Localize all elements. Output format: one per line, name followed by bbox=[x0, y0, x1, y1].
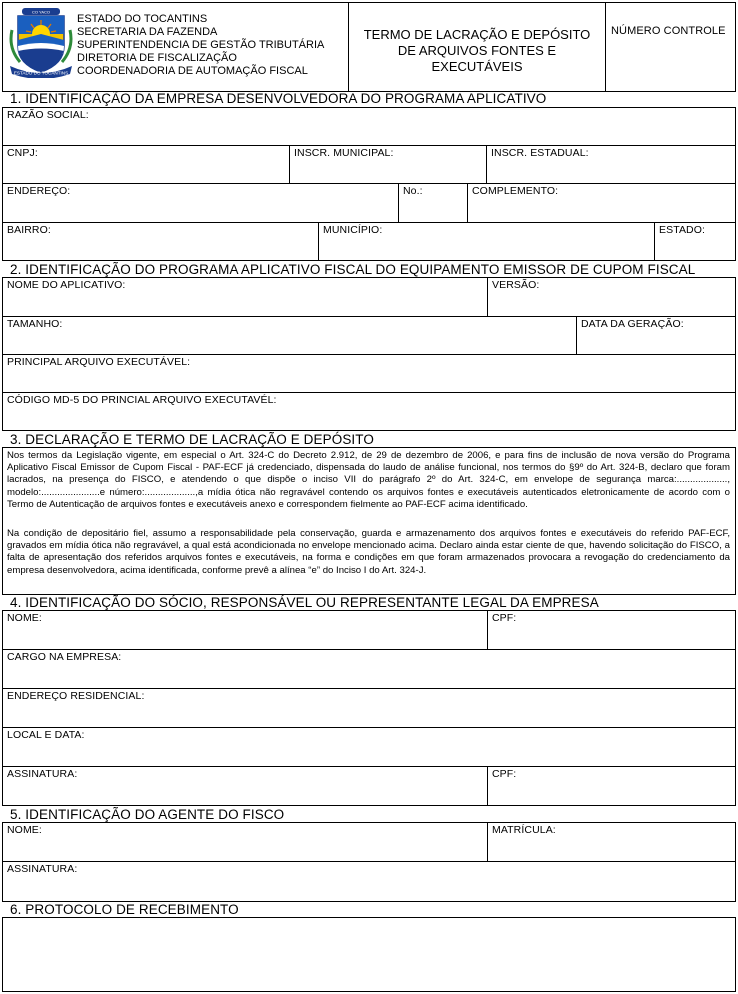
declaration-paragraph-2: Na condição de depositário fiel, assumo a responsabilidade pela conservação, guarda e armazenamento dos arquivos fontes e executáveis do referido PAF-ECF, gravados em mídia ótica não regravável, a qual está acondicionada no envelope mencionado acima. Declaro ainda estar ciente de que, havendo solicitação do FISCO, a falta de apresentação dos referidos arquivos fontes e executáveis, na forma e condições em que foram armazenados provocara a revogação do credenciamento da empresa desenvolvedora, acima identificada, conforme prevê a alínea “e” do Inciso I do Art. 324-J. bbox=[7, 528, 730, 576]
state-seal-logo bbox=[8, 6, 74, 78]
razao-social-field[interactable] bbox=[2, 107, 736, 146]
header-divider-2 bbox=[605, 2, 606, 92]
org-line-3: SUPERINTENDENCIA DE GESTÃO TRIBUTÁRIA bbox=[77, 39, 325, 51]
tamanho-label: TAMANHO: bbox=[7, 318, 63, 330]
socio-cpf2-label: CPF: bbox=[492, 768, 517, 780]
title-line-3: EXECUTÁVEIS bbox=[431, 59, 523, 74]
endereco-label: ENDEREÇO: bbox=[7, 185, 71, 197]
estado-label: ESTADO: bbox=[659, 224, 706, 236]
org-line-4: DIRETORIA DE FISCALIZAÇÃO bbox=[77, 52, 237, 64]
section-5-title: 5. IDENTIFICAÇÃO DO AGENTE DO FISCO bbox=[10, 807, 285, 822]
title-line-2: DE ARQUIVOS FONTES E bbox=[397, 43, 557, 58]
agente-assinatura-field[interactable] bbox=[2, 861, 736, 902]
section-2-title: 2. IDENTIFICAÇÃO DO PROGRAMA APLICATIVO FISCAL DO EQUIPAMENTO EMISSOR DE CUPOM FISCAL bbox=[10, 262, 696, 277]
socio-cpf-label: CPF: bbox=[492, 612, 517, 624]
agente-nome-field[interactable] bbox=[2, 822, 488, 862]
socio-cpf2-field[interactable] bbox=[487, 766, 736, 806]
numero-label: No.: bbox=[403, 185, 423, 197]
cargo-label: CARGO NA EMPRESA: bbox=[7, 651, 122, 663]
principal-arquivo-label: PRINCIPAL ARQUIVO EXECUTÁVEL: bbox=[7, 356, 191, 368]
protocolo-field[interactable] bbox=[2, 917, 736, 992]
tamanho-field[interactable] bbox=[2, 316, 577, 355]
endereco-residencial-label: ENDEREÇO RESIDENCIAL: bbox=[7, 690, 145, 702]
org-line-2: SECRETARIA DA FAZENDA bbox=[77, 26, 218, 38]
agente-assinatura-label: ASSINATURA: bbox=[7, 863, 78, 875]
local-data-field[interactable] bbox=[2, 727, 736, 767]
bairro-label: BAIRRO: bbox=[7, 224, 51, 236]
inscr-estadual-label: INSCR. ESTADUAL: bbox=[491, 147, 589, 159]
matricula-label: MATRÍCULA: bbox=[492, 824, 556, 836]
document-title bbox=[349, 27, 605, 75]
section-3-title: 3. DECLARAÇÃO E TERMO DE LACRAÇÃO E DEPÓSITO bbox=[10, 432, 374, 447]
section-4-title: 4. IDENTIFICAÇÃO DO SÓCIO, RESPONSÁVEL OU REPRESENTANTE LEGAL DA EMPRESA bbox=[10, 595, 599, 610]
control-number-label: NÚMERO CONTROLE bbox=[611, 25, 726, 37]
title-line-1: TERMO DE LACRAÇÃO E DEPÓSITO bbox=[363, 27, 591, 42]
socio-assinatura-label: ASSINATURA: bbox=[7, 768, 78, 780]
nome-aplicativo-label: NOME DO APLICATIVO: bbox=[7, 279, 126, 291]
agente-nome-label: NOME: bbox=[7, 824, 42, 836]
cnpj-label: CNPJ: bbox=[7, 147, 38, 159]
local-data-label: LOCAL E DATA: bbox=[7, 729, 85, 741]
socio-nome-field[interactable] bbox=[2, 610, 488, 650]
cnpj-field[interactable] bbox=[2, 145, 290, 184]
seal-ribbon-text: ESTADO DO TOCANTINS bbox=[13, 70, 69, 76]
municipio-label: MUNICÍPIO: bbox=[323, 224, 383, 236]
org-line-1: ESTADO DO TOCANTINS bbox=[77, 13, 208, 25]
section-6-title: 6. PROTOCOLO DE RECEBIMENTO bbox=[10, 902, 239, 917]
data-geracao-label: DATA DA GERAÇÃO: bbox=[581, 318, 684, 330]
codigo-md5-label: CÓDIGO MD-5 DO PRINCIAL ARQUIVO EXECUTAVÉL: bbox=[7, 394, 277, 406]
declaration-paragraph-1: Nos termos da Legislação vigente, em especial o Art. 324-C do Decreto 2.912, de 29 de dezembro de 2006, e para fins de inclusão de nova versão do Programa Aplicativo Fiscal Emissor de Cupom Fiscal - PAF-ECF já credenciado, dispensada do laudo de análise funcional, nos termos do §9º do Art. 324-B, declaro que foram lacrados, na presença do FISCO, e atendendo o que dispõe o inciso VII do parágrafo 2º do Art. 324-C, em envelope de segurança marca:..................., modelo:......................e número:...................,a mídia ótica não regravável contendo os arquivos fontes e executáveis autenticados eletronicamente de acordo com o Termo de Autenticação de arquivos fontes e executáveis anexo e correspondem fielmente ao PAF-ECF acima identificado. bbox=[7, 450, 730, 510]
razao-social-label: RAZÃO SOCIAL: bbox=[7, 109, 89, 121]
versao-label: VERSÃO: bbox=[492, 279, 540, 291]
socio-nome-label: NOME: bbox=[7, 612, 42, 624]
org-line-5: COORDENADORIA DE AUTOMAÇÃO FISCAL bbox=[77, 65, 308, 77]
section-1-title: 1. IDENTIFICAÇÃO DA EMPRESA DESENVOLVEDORA DO PROGRAMA APLICATIVO bbox=[10, 91, 547, 106]
inscr-municipal-label: INSCR. MUNICIPAL: bbox=[294, 147, 394, 159]
socio-cpf-field[interactable] bbox=[487, 610, 736, 650]
svg-text:CO YACO: CO YACO bbox=[31, 9, 51, 15]
complemento-label: COMPLEMENTO: bbox=[472, 185, 559, 197]
